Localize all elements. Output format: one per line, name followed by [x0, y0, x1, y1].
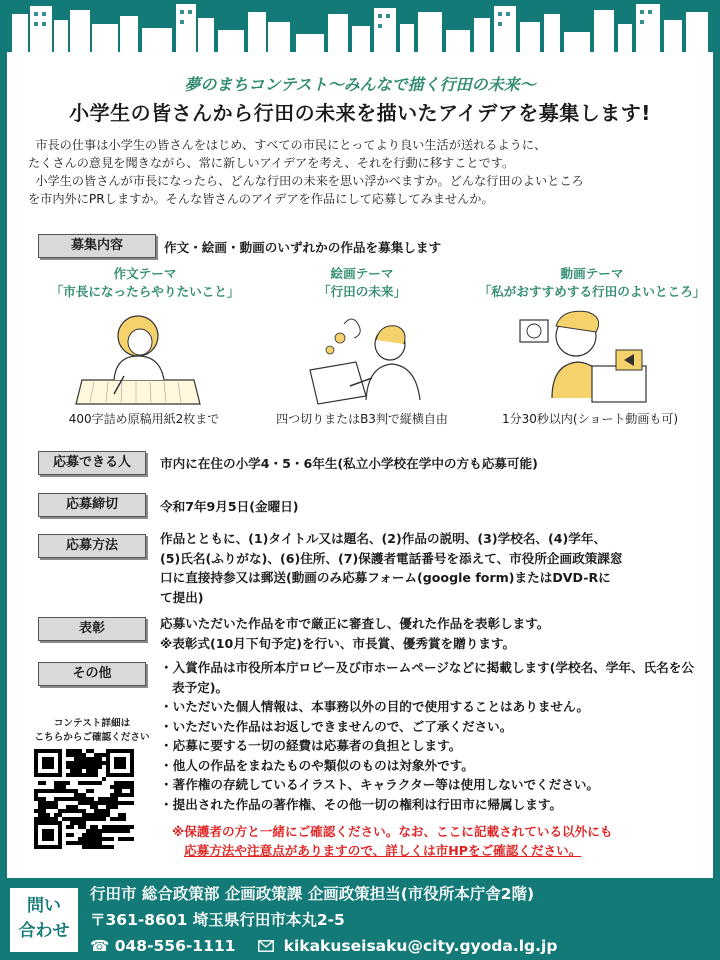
award-value: [160, 614, 710, 653]
contact-email[interactable]: kikakuseisaku@city.gyoda.lg.jp: [283, 937, 558, 955]
note-item: ・いただいた個人情報は、本事務以外の目的で使用することはありません。: [160, 699, 589, 714]
method-line: (5)氏名(ふりがな)、(6)住所、(7)保護者電話番号を添えて、市役所企画政策課窓: [160, 550, 623, 566]
theme-caption: 四つ切りまたはB3判で縦横自由: [276, 412, 448, 426]
eligible-value: 市内に在住の小学4・5・6年生(私立小学校在学中の方も応募可能): [160, 456, 538, 471]
method-line: て提出): [160, 589, 204, 605]
method-line: 口に直接持参又は郵送(動画のみ応募フォーム(google form)またはDVD-Rに: [160, 570, 611, 585]
intro-line: たくさんの意見を聞きながら、常に新しいアイデアを考え、それを行動に移すことです。: [28, 156, 515, 170]
award-line: ※表彰式(10月下旬予定)を行い、市長賞、優秀賞を贈ります。: [160, 635, 516, 651]
label-content: 募集内容: [38, 234, 156, 258]
mail-icon: [258, 940, 274, 952]
painting-child-illustration: [300, 310, 430, 406]
contact-badge: [10, 888, 78, 952]
contact-footer: [0, 878, 720, 960]
warning-line: ※保護者の方と一緒にご確認ください。なお、ここに記載されている以外にも: [172, 824, 613, 839]
warning-line: 応募方法や注意点がありますので、詳しくは市HPをご確認ください。: [184, 843, 582, 858]
label-method: 応募方法: [38, 534, 146, 558]
theme-title: 動画テーマ: [560, 266, 624, 281]
intro-line: 小学生の皆さんが市長になったら、どんな行田の未来を思い浮かべますか。どんな行田のよいところ: [35, 174, 584, 188]
contact-phone-mail-row: [90, 933, 557, 959]
page-title: 小学生の皆さんから行田の未来を描いたアイデアを募集します!: [69, 101, 651, 125]
note-item: ・他人の作品をまねたものや類似のものは対象外です。: [160, 757, 474, 773]
theme-video: [466, 265, 718, 301]
contact-phone[interactable]: 048-556-1111: [114, 937, 236, 955]
contact-address: 〒361-8601 埼玉県行田市本丸2-5: [90, 911, 345, 929]
writing-child-illustration: [74, 310, 204, 406]
theme-subtitle: 「行田の未来」: [317, 284, 407, 299]
phone-icon: ☎: [90, 937, 110, 955]
theme-title: 絵画テーマ: [330, 266, 394, 281]
note-item: ・著作権の存続しているイラスト、キャラクター等は使用しないでください。: [160, 777, 600, 792]
contact-badge-line: 合わせ: [18, 921, 70, 941]
theme-subtitle: 「市長になったらやりたいこと」: [50, 284, 240, 299]
intro-line: 市長の仕事は小学生の皆さんをはじめ、すべての市民にとってより良い生活が送れるように、: [35, 138, 547, 152]
contact-dept: 行田市 総合政策部 企画政策課 企画政策担当(市役所本庁舎2階): [90, 885, 535, 903]
note-item: ・応募に要する一切の経費は応募者の負担とします。: [160, 738, 462, 753]
award-line: 応募いただいた作品を市で厳正に審査し、優れた作品を表彰します。: [160, 616, 550, 631]
contact-badge-line: 問い: [27, 896, 61, 916]
label-other: その他: [38, 662, 146, 686]
method-value: [160, 529, 710, 607]
other-notes-list: [160, 658, 705, 814]
theme-caption: 400字詰め原稿用紙2枚まで: [68, 412, 220, 426]
label-eligible: 応募できる人: [38, 451, 146, 475]
note-item: ・入賞作品は市役所本庁ロビー及び市ホームページなどに掲載します(学校名、学年、氏名を公表予定)。: [160, 660, 694, 695]
theme-subtitle: 「私がおすすめする行田のよいところ」: [478, 284, 706, 299]
guardian-warning: [172, 822, 692, 860]
qr-note-line: コンテスト詳細は: [53, 718, 131, 729]
theme-title: 作文テーマ: [113, 266, 177, 281]
deadline-value: 令和7年9月5日(金曜日): [160, 499, 299, 514]
note-item: ・いただいた作品はお返しできませんので、ご了承ください。: [160, 718, 513, 734]
label-deadline: 応募締切: [38, 493, 146, 517]
method-line: 作品とともに、(1)タイトル又は題名、(2)作品の説明、(3)学校名、(4)学年、: [160, 531, 607, 546]
intro-text: [28, 136, 688, 208]
content-value: 作文・絵画・動画のいずれかの作品を募集します: [164, 240, 442, 255]
theme-painting: [262, 265, 462, 301]
label-award: 表彰: [38, 617, 146, 641]
qr-code[interactable]: [34, 749, 134, 849]
contact-details: [90, 881, 557, 959]
intro-line: を市内外にPRしますか。そんな皆さんのアイデアを作品にして応募してみませんか。: [28, 192, 494, 206]
city-skyline-illustration: [0, 0, 720, 56]
qr-note: [22, 717, 162, 745]
qr-note-line: こちらからご確認ください: [34, 732, 150, 743]
video-child-illustration: [512, 306, 652, 406]
note-item: ・提出された作品の著作権、その他一切の権利は行田市に帰属します。: [160, 796, 562, 812]
theme-essay: [40, 265, 250, 301]
contest-subtitle: 夢のまちコンテスト〜みんなで描く行田の未来〜: [184, 75, 536, 94]
theme-caption: 1分30秒以内(ショート動画も可): [501, 412, 679, 426]
